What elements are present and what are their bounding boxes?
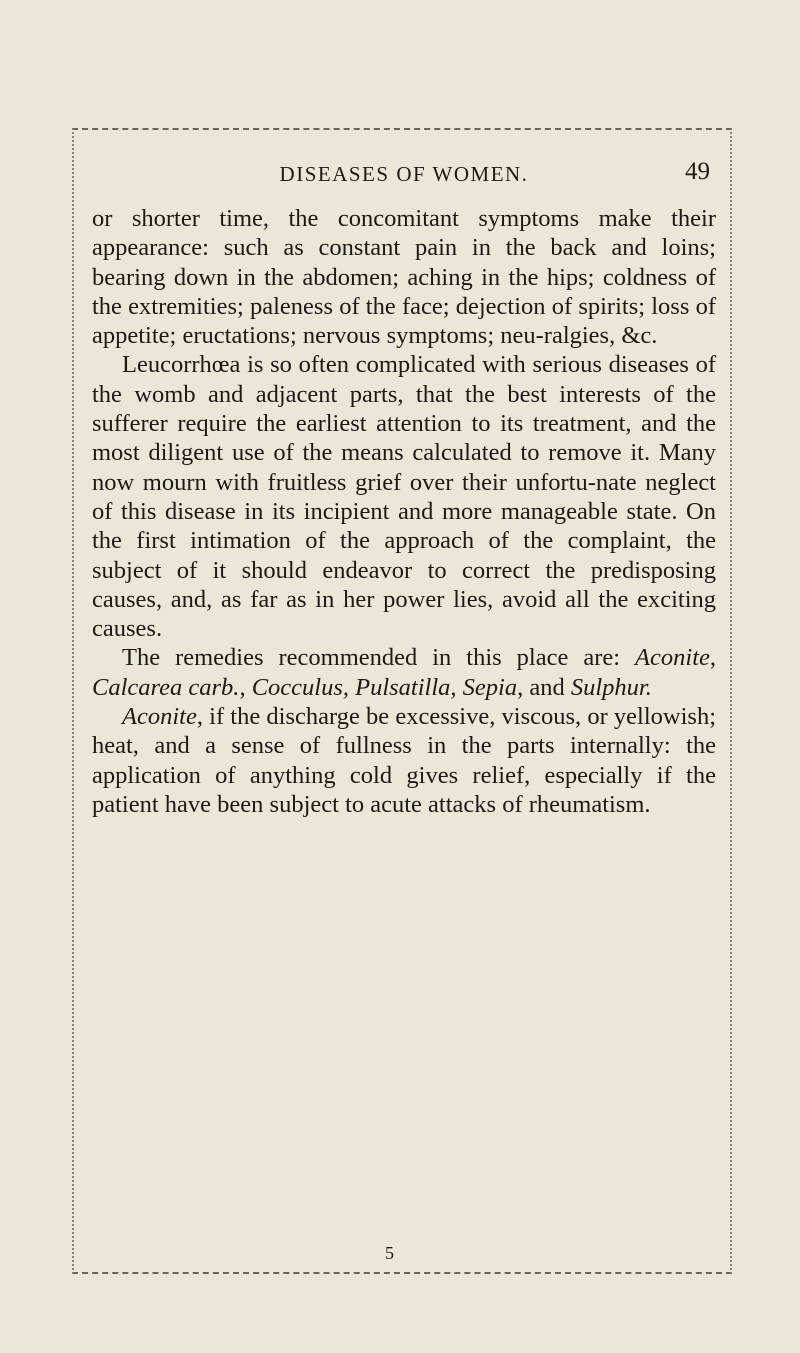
- text-segment: , if the discharge be excessive, viscous, or yellowish; heat, and a sense of fullness in the parts internally: the application of anything cold gives relief, especially if the patient have been subject to acute attacks of rheumatism.: [92, 703, 716, 818]
- text-segment: ,: [709, 644, 716, 672]
- remedy-name: Calcarea carb.: [92, 673, 240, 701]
- paragraph: [92, 702, 716, 819]
- body-text: [92, 204, 716, 819]
- running-title: DISEASES OF WOMEN.: [279, 162, 529, 186]
- paragraph: [92, 204, 716, 350]
- signature-mark: 5: [385, 1243, 394, 1263]
- text-segment: ,: [239, 673, 252, 701]
- text-segment: Leucorrhœa is so often complicated with serious diseases of the womb and adjacent parts, that the best interests of the sufferer require the earliest attention to its treatment, and the most diligent use of the means calculated to remove it. Many now mourn with fruitless grief over their unfortu-nate neglect of this disease in its incipient and more manageable state. On the first intimation of the approach of the complaint, the subject of it should endeavor to correct the predisposing causes, and, as far as in her power lies, avoid all the exciting causes.: [92, 351, 716, 643]
- remedy-name: Sulphur.: [570, 673, 652, 701]
- remedy-name: Aconite: [122, 703, 197, 731]
- paragraph: [92, 350, 716, 643]
- remedy-name: Aconite: [635, 644, 710, 672]
- page-header: [92, 158, 716, 198]
- remedy-name: Cocculus, Pulsatilla: [251, 673, 451, 701]
- text-segment: or shorter time, the concomitant symptoms make their appearance: such as constant pain in the back and loins; bearing down in the abdomen; aching in the hips; coldness of the extremities; paleness of the face; dejection of spirits; loss of appetite; eructations; nervous symptoms; neu-ralgies, &c.: [92, 205, 716, 350]
- text-segment: The remedies recommended in this place are:: [122, 644, 636, 672]
- paragraph: [92, 643, 716, 702]
- remedy-name: Sepia: [462, 673, 518, 701]
- text-segment: , and: [517, 673, 571, 701]
- page-number: 49: [685, 158, 710, 185]
- text-segment: ,: [450, 673, 463, 701]
